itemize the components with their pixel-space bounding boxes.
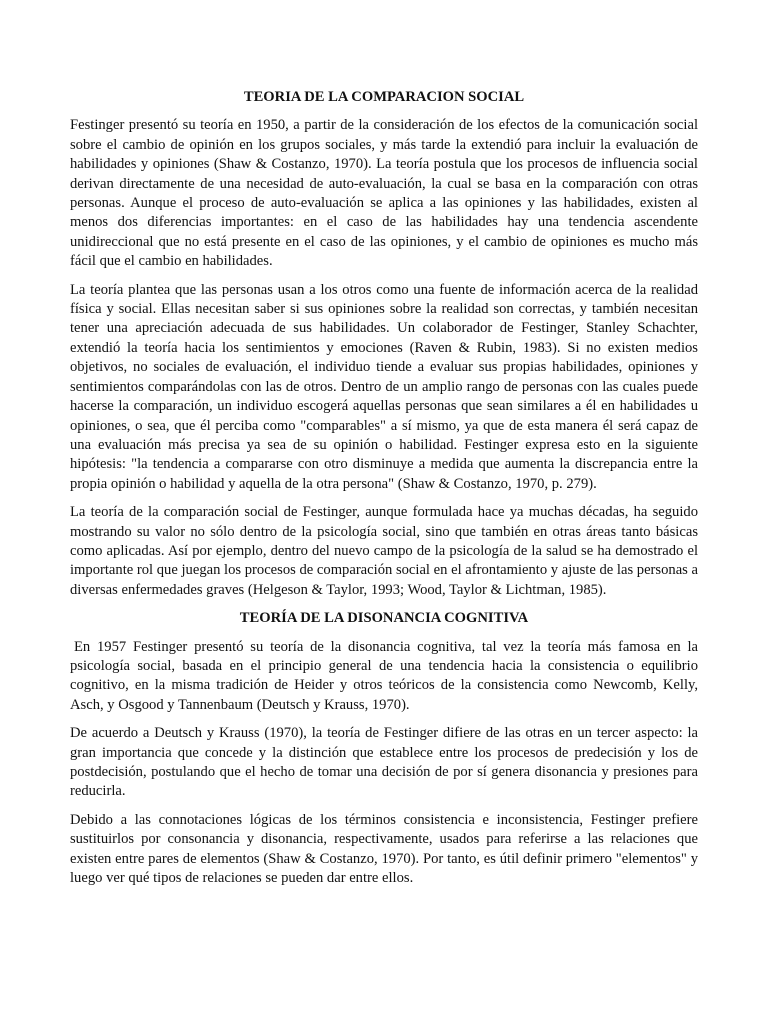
section-title-disonancia-cognitiva: TEORÍA DE LA DISONANCIA COGNITIVA — [239, 610, 529, 627]
paragraph-6: Debido a las connotaciones lógicas de los términos consistencia e inconsistencia, Festinger prefiere sustituirlos por consonancia y disonancia, respectivamente, usados para referirse a las relaciones que existen entre pares de elementos (Shaw & Costanzo, 1970). Por tanto, es útil definir primero "elementos" y luego ver qué tipos de relaciones se pueden dar entre ellos. — [70, 811, 698, 887]
paragraph-4: En 1957 Festinger presentó su teoría de la disonancia cognitiva, tal vez la teoría más famosa en la psicología social, basada en el principio general de una tendencia hacia la consistencia o equilibrio cognitivo, en la misma tradición de Heider y otros teóricos de la consistencia como Newcomb, Kelly, Asch, y Osgood y Tannenbaum (Deutsch y Krauss, 1970). — [70, 638, 698, 713]
paragraph-1: Festinger presentó su teoría en 1950, a partir de la consideración de los efectos de la comunicación social sobre el cambio de opinión en los grupos sociales, y más tarde la extendió para incluir la evaluación de habilidades y opiniones (Shaw & Costanzo, 1970). La teoría postula que los procesos de influencia social derivan directamente de una necesidad de auto-evaluación, la cual se basa en la comparación con otras personas. Aunque el proceso de auto-evaluación se aplica a las opiniones y las habilidades, existen al menos dos diferencias importantes: en el caso de las habilidades hay una tendencia ascendente unidireccional que no está presente en el caso de las opiniones, y el cambio de opiniones es mucho más fácil que el cambio en habilidades. — [70, 117, 698, 270]
paragraph-5: De acuerdo a Deutsch y Krauss (1970), la teoría de Festinger difiere de las otras en un tercer aspecto: la gran importancia que concede y la distinción que establece entre los procesos de predecisión y los de postdecisión, postulando que el hecho de tomar una decisión de por sí genera disonancia y presiones para reducirla. — [70, 725, 698, 800]
paragraph-2: La teoría plantea que las personas usan a los otros como una fuente de información acerca de la realidad física y social. Ellas necesitan saber si sus opiniones sobre la realidad son correctas, y también necesitan tener una apreciación adecuada de sus habilidades. Un colaborador de Festinger, Stanley Schachter, extendió la teoría hacia los sentimientos y emociones (Raven & Rubin, 1983). Si no existen medios objetivos, no sociales de evaluación, el individuo tiende a evaluar sus propias habilidades, opiniones y sentimientos comparándolas con las de otros. Dentro de un amplio rango de personas con las cuales puede hacerse la comparación, un individuo escogerá aquellas personas que sean similares a él en habilidades u opiniones, o sea, que él perciba como "comparables" a sí mismo, ya que de esta manera él será capaz de una evaluación más precisa ya sea de su opinión o habilidad. Festinger expresa esto en la siguiente hipótesis: "la tendencia a compararse con otro disminuye a medida que aumenta la discrepancia entre la propia opinión o habilidad y aquella de la otra persona" (Shaw & Costanzo, 1970, p. 279). — [70, 281, 698, 492]
section-title-comparacion-social: TEORIA DE LA COMPARACION SOCIAL — [243, 89, 525, 105]
document-body — [70, 88, 698, 897]
paragraph-3: La teoría de la comparación social de Festinger, aunque formulada hace ya muchas décadas, ha seguido mostrando su valor no sólo dentro de la psicología social, sino que también en otras áreas tanto básicas como aplicadas. Así por ejemplo, dentro del nuevo campo de la psicología de la salud se ha demostrado el importante rol que juegan los procesos de comparación social en el afrontamiento y ajuste de las personas a diversas enfermedades graves (Helgeson & Taylor, 1993; Wood, Taylor & Lichtman, 1985). — [70, 504, 698, 598]
